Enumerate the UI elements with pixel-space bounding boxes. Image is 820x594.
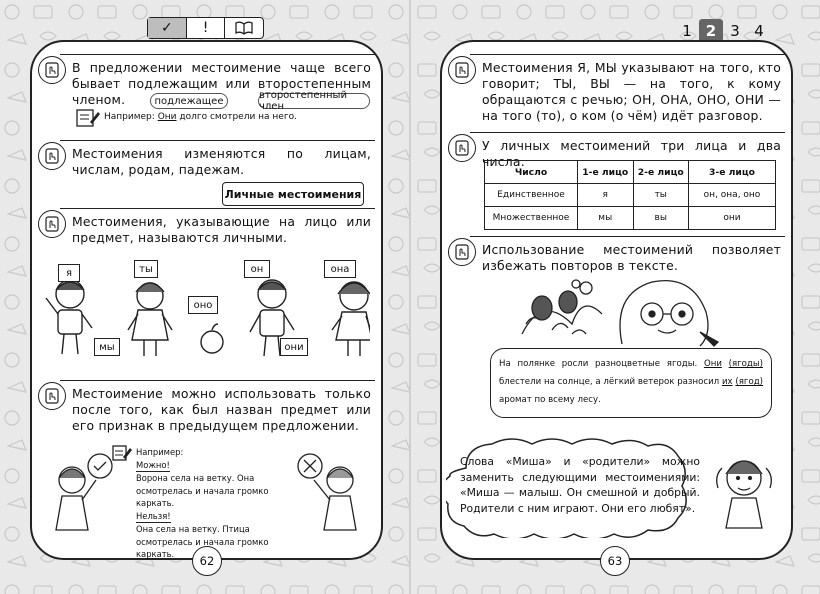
quote-oni: Они (703, 359, 722, 369)
pencil-note-icon (76, 108, 100, 132)
label-oni: они (280, 338, 308, 356)
section-title: Личные местоимения (222, 182, 364, 206)
table-row (485, 184, 775, 207)
quote-line3a: разносил (677, 377, 720, 387)
rule-text-4: Местоимение можно использовать только после того, как был назван предмет или его признак в предыдущем предложении. (72, 386, 371, 433)
hand-icon (38, 210, 66, 238)
label-on: он (244, 260, 270, 278)
can-text: Ворона села на ветку. Она осмотрелась и начала громко каркать. (136, 473, 269, 508)
table-cell: мы (578, 207, 634, 230)
rule-text-2: Местоимения изменяются по лицам, числам, родам, падежам. (72, 146, 371, 177)
rule-block-r2 (448, 134, 785, 169)
rule-block-3 (38, 210, 375, 250)
page-nav-1[interactable]: 1 (682, 22, 692, 40)
example-label: Например: (104, 112, 155, 122)
left-page (30, 40, 383, 560)
page-number-right: 63 (600, 546, 630, 576)
page-nav-4[interactable]: 4 (754, 22, 764, 40)
can-label: Можно! (136, 459, 170, 473)
right-page (440, 40, 793, 560)
table-row (485, 207, 775, 230)
example-quote-box (490, 348, 772, 418)
rule-text-3: Местоимения, указывающие на лицо или предмет, называются личными. (72, 214, 371, 245)
bubble-secondary: второстепенный член (258, 93, 370, 109)
quote-line2: блестели на солнце, а лёгкий ветерок (499, 377, 675, 387)
rule-block-r1 (448, 56, 785, 126)
table-cell: Единственное (485, 184, 578, 207)
table-cell: они (689, 207, 776, 230)
example2-label: Например: (136, 447, 184, 457)
hand-icon (38, 56, 66, 84)
hand-icon (448, 134, 476, 162)
berries-character-illustration (512, 274, 762, 350)
exclamation-tab[interactable]: ! (187, 18, 226, 38)
rule-block-4 (38, 382, 375, 438)
example-1 (104, 112, 297, 122)
hand-icon (38, 142, 66, 170)
cannot-text: Она села на ветку. Птица осмотрелась и начала громко каркать. (136, 524, 269, 559)
table-header: 3-е лицо (689, 161, 776, 184)
rule-text-r2: У личных местоимений три лица и два числа. (482, 138, 781, 169)
book-icon (235, 21, 253, 35)
rule-block-2 (38, 142, 375, 182)
table-header: 2-е лицо (633, 161, 689, 184)
table-cell: вы (633, 207, 689, 230)
table-cell: я (578, 184, 634, 207)
example-subject: Они (157, 112, 177, 122)
label-ty: ты (134, 260, 158, 278)
page-number-left: 62 (192, 546, 222, 576)
label-ona: она (324, 260, 356, 278)
page-nav-3[interactable]: 3 (730, 22, 740, 40)
bubble-subject: подлежащее (150, 93, 228, 109)
cloud-text: Слова «Миша» и «родители» можно заменить следующими местоимениями: «Миша — малыш. Он смешной и добрый. Родители с ним играют. Они его любят». (460, 455, 700, 515)
label-ya: я (58, 264, 80, 282)
quote-yagody: (ягоды) (728, 359, 763, 369)
pencil-note-icon-2 (112, 444, 132, 466)
table-cell: ты (633, 184, 689, 207)
rule-text-r1: Местоимения Я, МЫ указывают на того, кто говорит; ТЫ, ВЫ — на того, к кому обращаются с речью; ОН, ОНА, ОНО, ОНИ — на того (то), о ком (о чём) идёт разговор. (482, 60, 781, 123)
table-header: Число (514, 166, 548, 178)
label-my: мы (94, 338, 120, 356)
quote-line3b: аромат по всему лесу. (499, 395, 601, 405)
cannot-label: Нельзя! (136, 510, 171, 524)
hand-icon (448, 238, 476, 266)
table-cell: Множественное (485, 207, 578, 230)
quote-yagod: (ягод) (735, 377, 763, 387)
rule-text-1: В предложении местоимение чаще всего бывает подлежащим или второстепенным членом. (72, 60, 371, 107)
book-tab[interactable] (225, 18, 263, 38)
quote-line1: На полянке росли разноцветные ягоды. (499, 359, 698, 369)
table-header: 1-е лицо (578, 161, 634, 184)
top-tabs (147, 17, 264, 39)
hand-icon (38, 382, 66, 410)
page-nav-2[interactable]: 2 (699, 19, 723, 43)
quote-ih: их (721, 377, 733, 387)
example-rest: долго смотрели на него. (179, 112, 297, 122)
example-2 (136, 446, 288, 561)
checkmark-tab[interactable]: ✓ (148, 18, 187, 38)
rule-text-r3: Использование местоимений позволяет избежать повторов в тексте. (482, 242, 781, 273)
rule-block-r3 (448, 238, 785, 278)
table-cell: он, она, оно (689, 184, 776, 207)
pronoun-table (484, 160, 776, 230)
label-ono: оно (188, 296, 218, 314)
hand-icon (448, 56, 476, 84)
